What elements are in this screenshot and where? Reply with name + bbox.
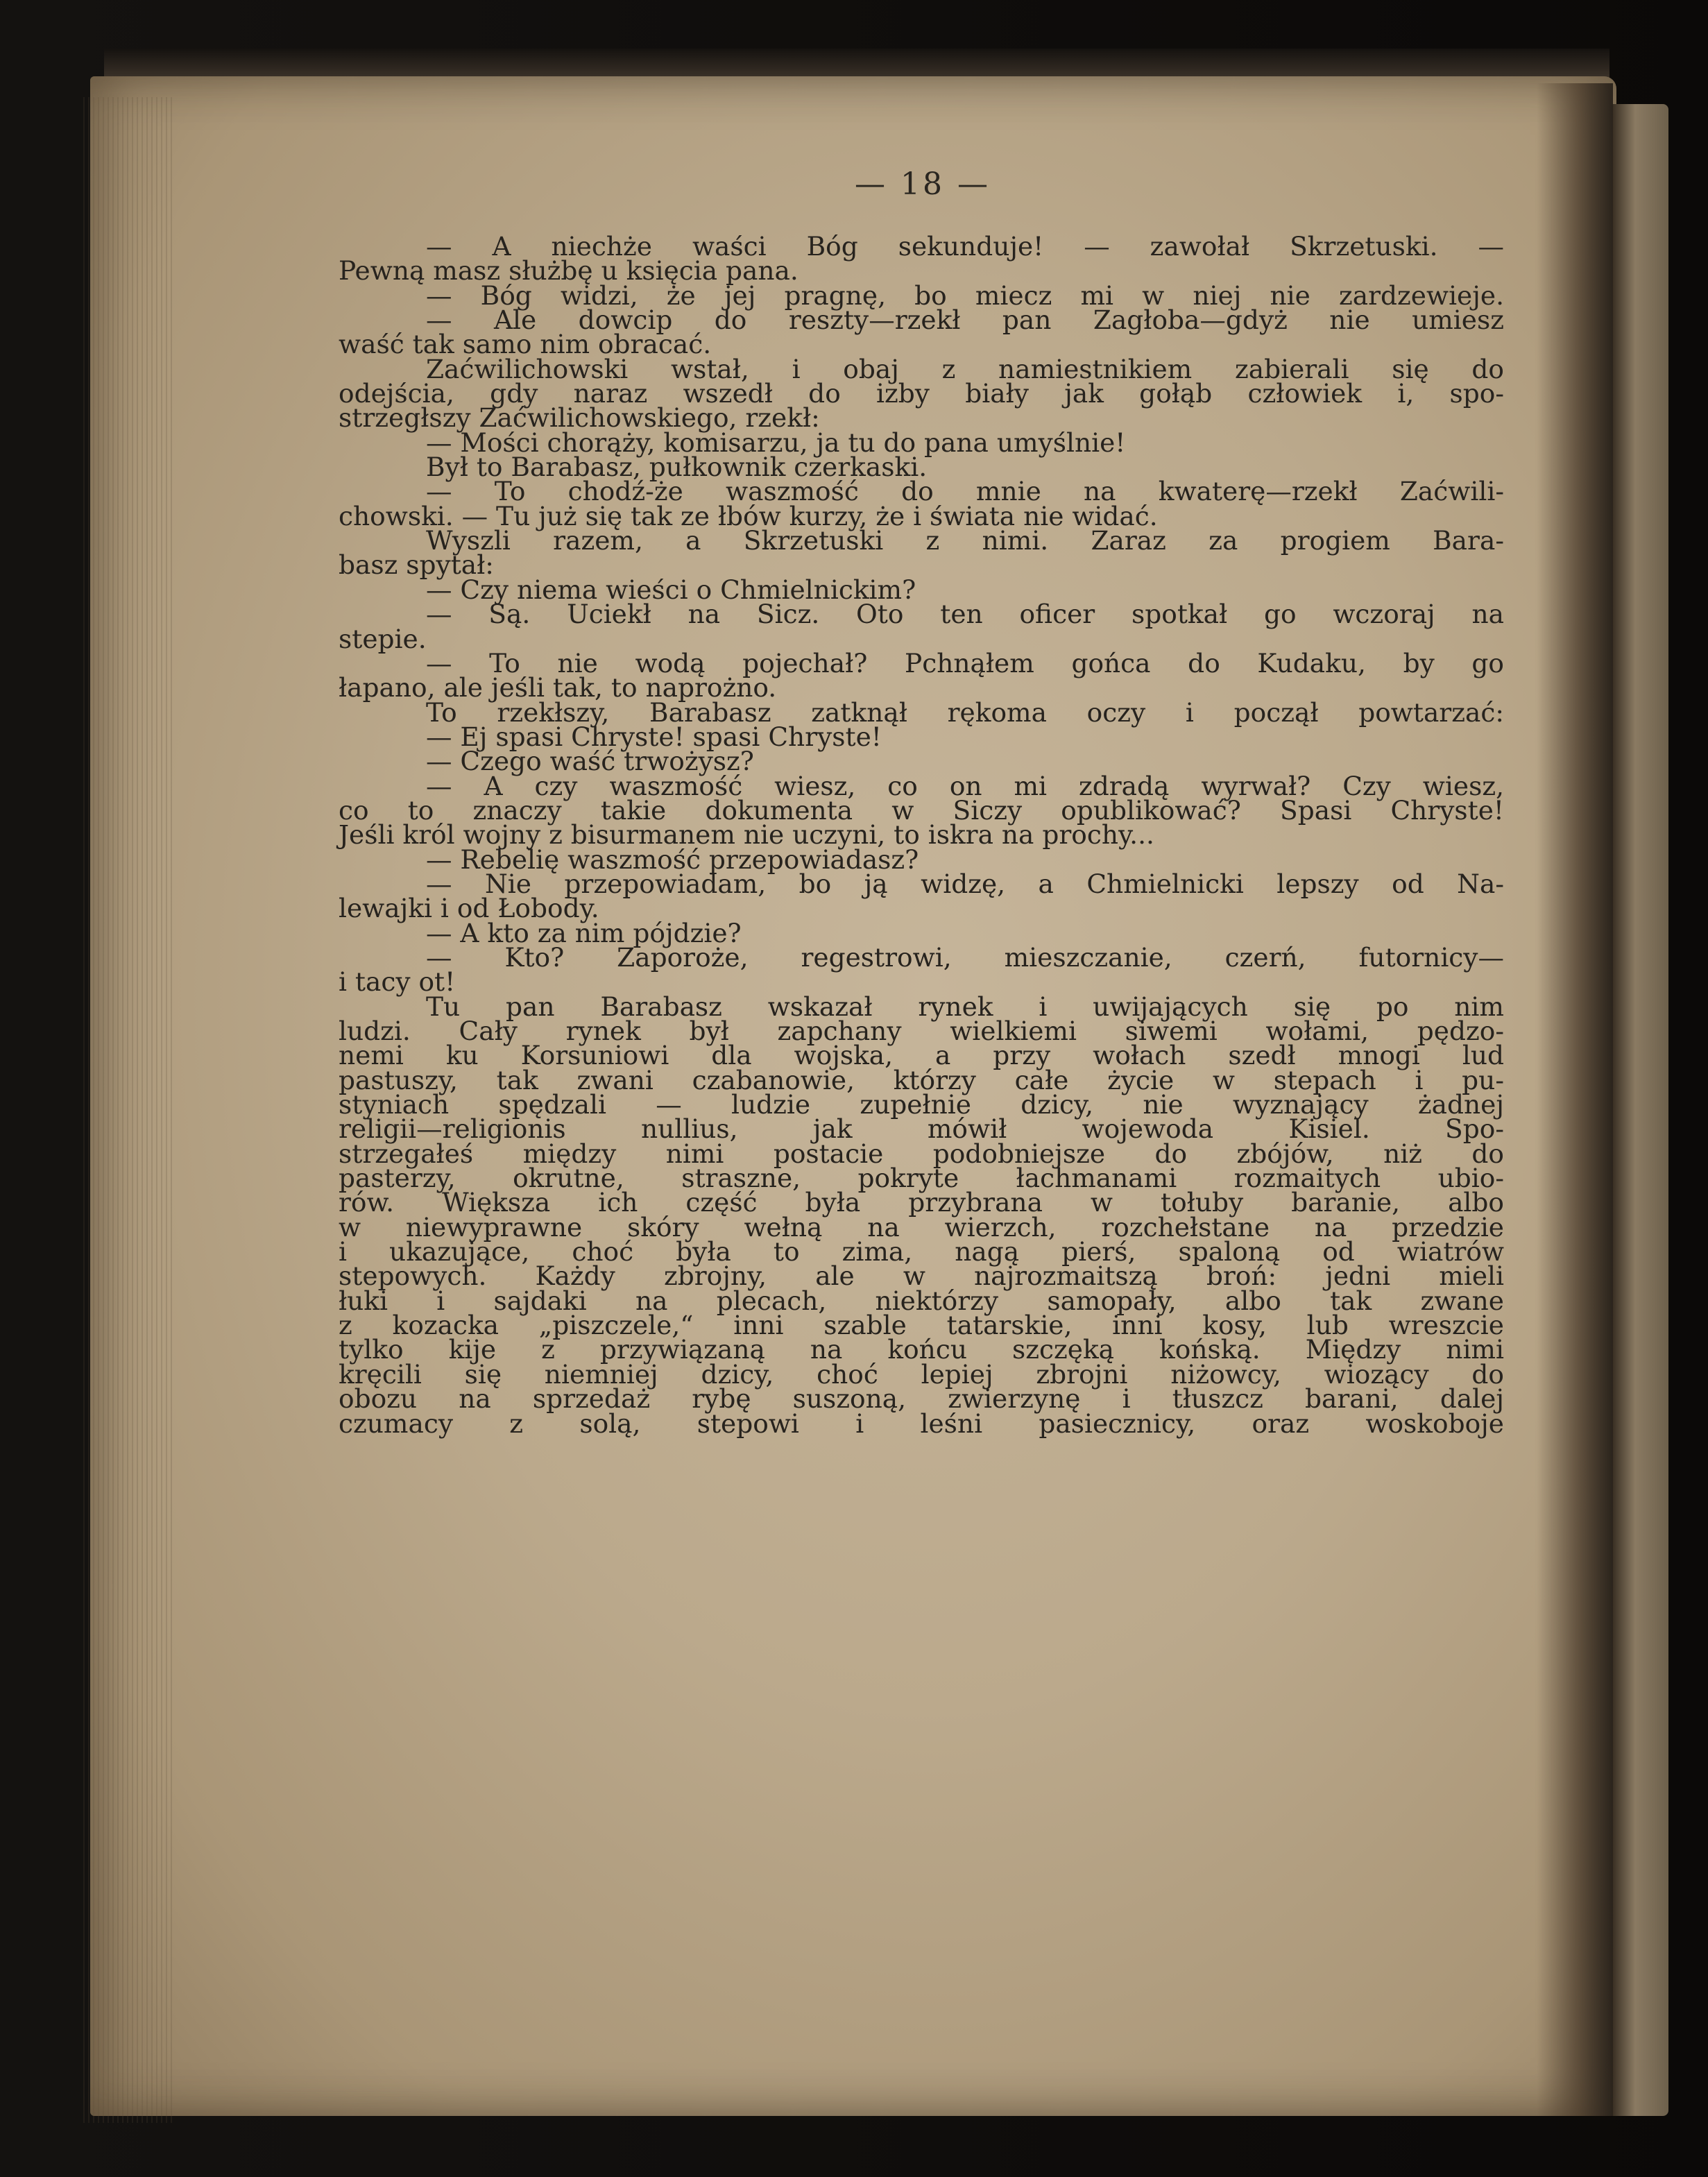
text-line: — Są. Uciekł na Sicz. Oto ten oficer spotkał go wczoraj na (426, 599, 1504, 630)
text-line: lewajki i od Łobody. (339, 893, 599, 924)
page-gutter-shadow (1537, 83, 1613, 2116)
text-line: z kozacka „piszczele,“ inni szable tatarskie, inni kosy, lub wreszcie (339, 1310, 1504, 1341)
page-number: — 18 — (855, 167, 991, 202)
text-line: tylko kije z przywiązaną na końcu szczęką końską. Między nimi (339, 1334, 1504, 1365)
text-line: pastuszy, tak zwani czabanowie, którzy całe życie w stepach i pu- (339, 1064, 1504, 1095)
text-line: — Mości chorąży, komisarzu, ja tu do pana umyślnie! (426, 427, 1126, 458)
body-text (339, 231, 1504, 1439)
text-line: Był to Barabasz, pułkownik czerkaski. (426, 452, 928, 483)
text-line: strzegłszy Zaćwilichowskiego, rzekł: (339, 402, 820, 434)
text-line: ludzi. Cały rynek był zapchany wielkiemi siwemi wołami, pędzo- (339, 1016, 1504, 1046)
text-line: basz spytał: (339, 549, 494, 581)
text-line: Jeśli król wojny z bisurmanem nie uczyni, to iskra na prochy... (339, 819, 1154, 851)
text-line: odejścia, gdy naraz wszedł do izby biały jak gołąb człowiek i, spo- (339, 378, 1504, 409)
text-line: kręcili się niemniej dzicy, choć lepiej zbrojni niżowcy, wiozący do (339, 1358, 1504, 1390)
text-line: styniach spędzali — ludzie zupełnie dzicy, nie wyznający żadnej (339, 1089, 1504, 1120)
facing-page-edge (1613, 104, 1668, 2116)
text-line: łapano, ale jeśli tak, to naprożno. (339, 672, 777, 703)
text-line: nemi ku Korsuniowi dla wojska, a przy wołach szedł mnogi lud (339, 1040, 1504, 1071)
text-line: — To nie wodą pojechał? Pchnąłem gońca do Kudaku, by go (426, 647, 1504, 678)
text-line: waść tak samo nim obracać. (339, 329, 712, 360)
text-line: — Rebelię waszmość przepowiadasz? (426, 844, 919, 875)
text-line: i tacy ot! (339, 966, 456, 998)
text-line: strzegałeś między nimi postacie podobniejsze do zbójów, niż do (339, 1138, 1504, 1169)
text-line: — Ej spasi Chryste! spasi Chryste! (426, 721, 882, 752)
text-line: — A niechże waści Bóg sekunduje! — zawołał Skrzetuski. — (426, 231, 1504, 262)
text-line: stepie. (339, 623, 427, 654)
text-line: — To chodź-że waszmość do mnie na kwaterę—rzekł Zaćwili- (426, 476, 1504, 507)
text-line: i ukazujące, choć była to zima, nagą pierś, spaloną od wiatrów (339, 1236, 1504, 1267)
text-line: — Kto? Zaporoże, regestrowi, mieszczanie, czerń, futornicy— (426, 941, 1504, 973)
text-line: co to znaczy takie dokumenta w Siczy opublikować? Spasi Chryste! (339, 794, 1504, 826)
text-line: — Nie przepowiadam, bo ją widzę, a Chmielnicki lepszy od Na- (426, 868, 1504, 899)
text-line: łuki i sajdaki na plecach, niektórzy samopały, albo tak zwane (339, 1285, 1504, 1316)
text-line: Wyszli razem, a Skrzetuski z nimi. Zaraz za progiem Bara- (426, 525, 1504, 556)
text-line: — Czego waść trwożysz? (426, 746, 754, 777)
page-stack-edge (83, 97, 173, 2123)
text-line: Zaćwilichowski wstał, i obaj z namiestnikiem zabierali się do (426, 353, 1504, 384)
text-line: Tu pan Barabasz wskazał rynek i uwijających się po nim (426, 991, 1504, 1022)
text-line: w niewyprawne skóry wełną na wierzch, rozchełstane na przedzie (339, 1211, 1504, 1243)
text-line: — Bóg widzi, że jej pragnę, bo miecz mi w niej nie zardzewieje. (426, 280, 1504, 311)
text-line: — A kto za nim pójdzie? (426, 917, 742, 948)
text-line: — Ale dowcip do reszty—rzekł pan Zagłoba—gdyż nie umiesz (426, 305, 1504, 336)
text-line: To rzekłszy, Barabasz zatknął rękoma oczy i począł powtarzać: (426, 697, 1504, 728)
text-line: religii—religionis nullius, jak mówił wojewoda Kisiel. Spo- (339, 1113, 1504, 1145)
text-line: czumacy z solą, stepowi i leśni pasiecznicy, oraz woskoboje (339, 1408, 1504, 1439)
text-line: stepowych. Każdy zbrojny, ale w najrozmaitszą broń: jedni mieli (339, 1261, 1504, 1292)
text-line: — Czy niema wieści o Chmielnickim? (426, 574, 916, 605)
text-line: pasterzy, okrutne, straszne, pokryte łachmanami rozmaitych ubio- (339, 1163, 1504, 1194)
text-line: chowski. — Tu już się tak ze łbów kurzy, że i świata nie widać. (339, 500, 1158, 531)
text-line: rów. Większa ich część była przybrana w tołuby baranie, albo (339, 1187, 1504, 1218)
text-line: — A czy waszmość wiesz, co on mi zdradą wyrwał? Czy wiesz, (426, 770, 1504, 801)
text-line: obozu na sprzedaż rybę suszoną, zwierzynę i tłuszcz barani, dalej (339, 1383, 1504, 1415)
text-line: Pewną masz służbę u księcia pana. (339, 255, 799, 287)
